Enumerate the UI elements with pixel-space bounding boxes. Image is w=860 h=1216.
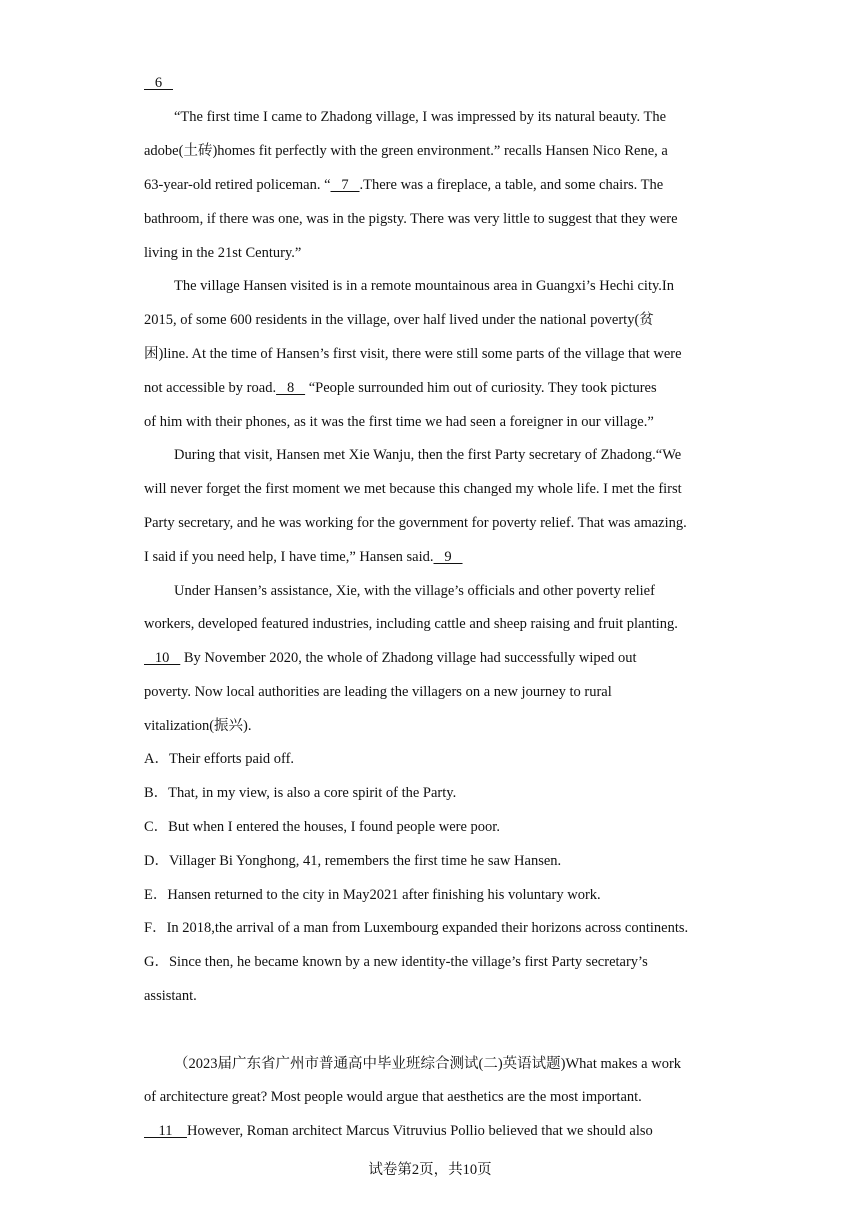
p4-line-2: workers, developed featured industries, including cattle and sheep raising and fruit planting. bbox=[144, 616, 678, 632]
p1-line-2: adobe(土砖)homes fit perfectly with the green environment.” recalls Hansen Nico Rene, a bbox=[144, 143, 668, 159]
p3-line-2: will never forget the first moment we met because this changed my whole life. I met the first bbox=[144, 481, 682, 497]
blank-8: 8 bbox=[276, 380, 306, 396]
option-f: F．In 2018,the arrival of a man from Luxembourg expanded their horizons across continents. bbox=[144, 920, 689, 936]
option-b: B．That, in my view, is also a core spirit of the Party. bbox=[144, 785, 457, 801]
p2-line-5: of him with their phones, as it was the first time we had seen a foreigner in our village.” bbox=[144, 414, 654, 430]
blank-6: 6 bbox=[144, 75, 173, 91]
option-a: A．Their efforts paid off. bbox=[144, 751, 295, 767]
option-c: C．But when I entered the houses, I found people were poor. bbox=[144, 819, 500, 835]
p1-line-4: bathroom, if there was one, was in the pigsty. There was very little to suggest that they were bbox=[144, 211, 678, 227]
p1-line-5: living in the 21st Century.” bbox=[144, 245, 302, 261]
option-g-continued: assistant. bbox=[144, 988, 197, 1004]
p4-line-3: 10 By November 2020, the whole of Zhadong village had successfully wiped out bbox=[144, 650, 637, 666]
passage2-line-1: （2023届广东省广州市普通高中毕业班综合测试(二)英语试题)What makes a work bbox=[174, 1056, 682, 1072]
option-g: G．Since then, he became known by a new identity-the village’s first Party secretary’s bbox=[144, 954, 648, 970]
passage2-line-2: of architecture great? Most people would argue that aesthetics are the most important. bbox=[144, 1089, 642, 1105]
p4-line-5: vitalization(振兴). bbox=[144, 718, 252, 734]
passage2-line-3: 11 However, Roman architect Marcus Vitruvius Pollio believed that we should also bbox=[144, 1123, 653, 1139]
p1-line-3: 63-year-old retired policeman. “ 7 .There was a fireplace, a table, and some chairs. The bbox=[144, 177, 664, 193]
p4-line-1: Under Hansen’s assistance, Xie, with the village’s officials and other poverty relief bbox=[174, 583, 655, 599]
p3-line-4: I said if you need help, I have time,” Hansen said. 9 bbox=[144, 549, 463, 565]
blank-11: 11 bbox=[144, 1123, 187, 1139]
option-e: E．Hansen returned to the city in May2021 after finishing his voluntary work. bbox=[144, 887, 601, 903]
blank-10: 10 bbox=[144, 650, 181, 666]
blank-9: 9 bbox=[433, 549, 463, 565]
p1-line-1: “The first time I came to Zhadong village, I was impressed by its natural beauty. The bbox=[174, 109, 667, 125]
option-d: D．Villager Bi Yonghong, 41, remembers the first time he saw Hansen. bbox=[144, 853, 562, 869]
p3-line-3: Party secretary, and he was working for the government for poverty relief. That was amazing. bbox=[144, 515, 687, 531]
blank-6-line bbox=[144, 74, 724, 92]
p2-line-1: The village Hansen visited is in a remote mountainous area in Guangxi’s Hechi city.In bbox=[174, 278, 674, 294]
page-footer: 试卷第2页，共10页 bbox=[368, 1162, 492, 1178]
p2-line-4: not accessible by road. 8 “People surrounded him out of curiosity. They took pictures bbox=[144, 380, 657, 396]
p2-line-3: 困)line. At the time of Hansen’s first visit, there were still some parts of the village that were bbox=[144, 346, 682, 362]
p2-line-2: 2015, of some 600 residents in the village, over half lived under the national poverty(贫 bbox=[144, 312, 654, 328]
p3-line-1: During that visit, Hansen met Xie Wanju, then the first Party secretary of Zhadong.“We bbox=[174, 447, 682, 463]
blank-7: 7 bbox=[330, 177, 360, 193]
p4-line-4: poverty. Now local authorities are leading the villagers on a new journey to rural bbox=[144, 684, 612, 700]
